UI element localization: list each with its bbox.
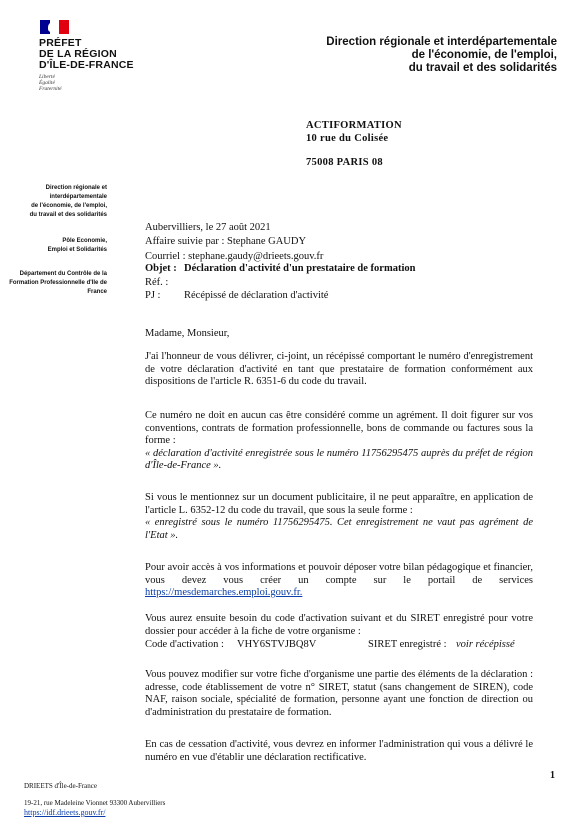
paragraph-3-quote: « enregistré sous le numéro 11756295475. Cet enregistrement ne vaut pas agrément de l'Etat ». bbox=[145, 517, 533, 541]
letter-date: Aubervilliers, le 27 août 2021 bbox=[145, 222, 271, 233]
sidebar-pole-1: Pôle Economie, bbox=[62, 238, 107, 244]
motto-liberte: Liberté bbox=[39, 74, 55, 80]
sidebar-dept-3: France bbox=[87, 289, 107, 295]
page-number: 1 bbox=[550, 770, 555, 781]
logo-line-1: PRÉFET bbox=[39, 37, 82, 49]
ref-label: Réf. : bbox=[145, 277, 169, 288]
pj-value: Récépissé de déclaration d'activité bbox=[184, 290, 329, 301]
header-direction-line-3: du travail et des solidarités bbox=[408, 62, 557, 74]
sidebar-direction-1: Direction régionale et bbox=[45, 185, 107, 191]
sidebar-pole-2: Emploi et Solidarités bbox=[47, 247, 107, 253]
siret-label: SIRET enregistré : bbox=[368, 639, 447, 650]
siret-value: voir récépissé bbox=[456, 639, 515, 650]
paragraph-6: Vous pouvez modifier sur votre fiche d'organisme une partie des éléments de la déclaration : adresse, code établissement de votre n° SIRET, statut (sans changement de SIREN), code NAF, raison sociale, spécialité de formation, personne ayant une fonction de direction ou d'administration du prestataire de formation. bbox=[145, 669, 533, 718]
affaire-suivie: Affaire suivie par : Stephane GAUDY bbox=[145, 236, 307, 247]
marianne-flag-logo bbox=[40, 20, 69, 34]
recipient-city: 75008 PARIS 08 bbox=[306, 157, 383, 168]
logo-line-2: DE LA RÉGION bbox=[39, 48, 117, 60]
header-direction-line-2: de l'économie, de l'emploi, bbox=[411, 49, 557, 61]
salutation: Madame, Monsieur, bbox=[145, 328, 230, 339]
paragraph-4 bbox=[145, 562, 533, 600]
mesdemarches-link[interactable]: https://mesdemarches.emploi.gouv.fr. bbox=[145, 587, 303, 598]
logo-line-3: D'ÎLE-DE-FRANCE bbox=[39, 59, 134, 71]
courriel: Courriel : stephane.gaudy@drieets.gouv.fr bbox=[145, 251, 324, 262]
paragraph-2-quote: « déclaration d'activité enregistrée sous le numéro 11756295475 auprès du préfet de région d'Île-de-France ». bbox=[145, 447, 533, 471]
pj-label: PJ : bbox=[145, 290, 161, 301]
footer-org: DRIEETS d'Île-de-France bbox=[24, 782, 97, 790]
paragraph-2 bbox=[145, 410, 533, 473]
footer-address: 19-21, rue Madeleine Vionnet 93300 Aubervilliers bbox=[24, 799, 166, 807]
paragraph-3 bbox=[145, 492, 533, 542]
paragraph-4-text: Pour avoir accès à vos informations et pouvoir déposer votre bilan pédagogique et financier, vous devez vous créer un compte sur le portail de services bbox=[145, 562, 533, 586]
sidebar-direction-2: interdépartementale bbox=[49, 194, 107, 200]
paragraph-2-text: Ce numéro ne doit en aucun cas être considéré comme un agrément. Il doit figurer sur vos conventions, contrats de formation professionnelle, bons de commande ou factures sous la forme : bbox=[145, 410, 533, 446]
code-activation-value: VHY6STVJBQ8V bbox=[237, 639, 317, 650]
sidebar-dept-2: Formation Professionnelle d'Ile de bbox=[9, 280, 107, 286]
footer-url-link[interactable]: https://idf.drieets.gouv.fr/ bbox=[24, 808, 106, 817]
paragraph-1: J'ai l'honneur de vous délivrer, ci-joint, un récépissé comportant le numéro d'enregistrement de votre déclaration d'activité en tant que prestataire de formation conformément aux dispositions de l'article R. 6351-6 du code du travail. bbox=[145, 351, 533, 387]
paragraph-7: En cas de cessation d'activité, vous devrez en informer l'administration qui vous a délivré le numéro en vue d'établir une déclaration rectificative. bbox=[145, 739, 533, 763]
recipient-street: 10 rue du Colisée bbox=[306, 133, 389, 144]
paragraph-5: Vous aurez ensuite besoin du code d'activation suivant et du SIRET enregistré pour votre dossier pour accéder à la fiche de votre organisme : bbox=[145, 613, 533, 637]
header-direction-line-1: Direction régionale et interdépartementale bbox=[326, 36, 557, 48]
objet-value: Déclaration d'activité d'un prestataire de formation bbox=[184, 263, 416, 274]
sidebar-dept-1: Département du Contrôle de la bbox=[19, 271, 107, 277]
sidebar-direction-3: de l'économie, de l'emploi, bbox=[31, 203, 107, 209]
motto-fraternite: Fraternité bbox=[39, 86, 62, 92]
paragraph-3-text: Si vous le mentionnez sur un document publicitaire, il ne peut apparaître, en application de l'article L. 6352-12 du code du travail, que sous la seule forme : bbox=[145, 492, 533, 516]
motto-egalite: Égalité bbox=[39, 80, 55, 86]
code-activation-label: Code d'activation : bbox=[145, 639, 224, 650]
objet-label: Objet : bbox=[145, 263, 177, 274]
sidebar-direction-4: du travail et des solidarités bbox=[29, 212, 107, 218]
recipient-name: ACTIFORMATION bbox=[306, 120, 402, 131]
